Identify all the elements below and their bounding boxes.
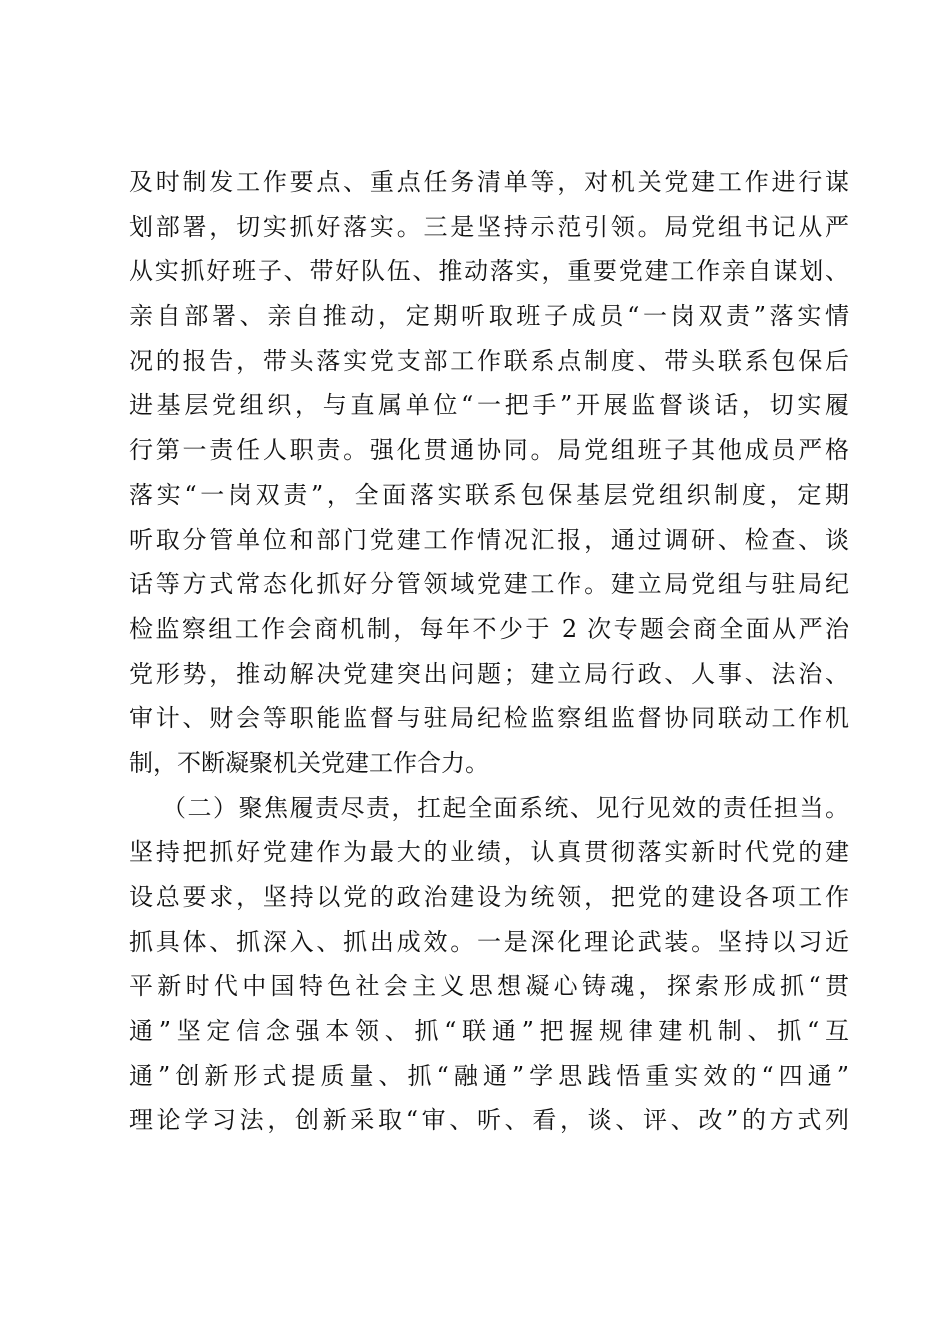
section-heading: （二）聚焦履责尽责，扛起全面系统、见行见效的责任担当。 <box>162 793 849 822</box>
text-line: 通”创新形式提质量、抓“融通”学思践悟重实效的“四通” <box>129 1061 849 1090</box>
body-text <box>129 160 849 1143</box>
text-line: 检监察组工作会商机制，每年不少于 2 次专题会商全面从严治 <box>129 614 849 643</box>
text-line: 进基层党组织，与直属单位“一把手”开展监督谈话，切实履 <box>129 391 849 420</box>
text-line: 亲自部署、亲自推动，定期听取班子成员“一岗双责”落实情 <box>129 302 849 331</box>
text-line: 坚持把抓好党建作为最大的业绩，认真贯彻落实新时代党的建 <box>129 838 849 867</box>
text-line: 况的报告，带头落实党支部工作联系点制度、带头联系包保后 <box>129 346 849 375</box>
text-line: 听取分管单位和部门党建工作情况汇报，通过调研、检查、谈 <box>129 525 849 554</box>
text-line: 从实抓好班子、带好队伍、推动落实，重要党建工作亲自谋划、 <box>129 257 849 286</box>
text-line: 设总要求，坚持以党的政治建设为统领，把党的建设各项工作 <box>129 883 849 911</box>
text-line: 落实“一岗双责”，全面落实联系包保基层党组织制度，定期 <box>129 480 849 509</box>
text-line: 审计、财会等职能监督与驻局纪检监察组监督协同联动工作机 <box>129 704 849 733</box>
text-line: 行第一责任人职责。强化贯通协同。局党组班子其他成员严格 <box>129 436 849 465</box>
text-line: 理论学习法，创新采取“审、听、看，谈、评、改”的方式列 <box>129 1106 849 1135</box>
text-line: 划部署，切实抓好落实。三是坚持示范引领。局党组书记从严 <box>129 212 849 241</box>
text-line: 平新时代中国特色社会主义思想凝心铸魂，探索形成抓“贯 <box>129 972 849 1001</box>
text-line: 党形势，推动解决党建突出问题；建立局行政、人事、法治、 <box>129 659 849 688</box>
text-line: 及时制发工作要点、重点任务清单等，对机关党建工作进行谋 <box>129 168 849 196</box>
text-line: 制，不断凝聚机关党建工作合力。 <box>129 748 489 777</box>
text-line: 抓具体、抓深入、抓出成效。一是深化理论武装。坚持以习近 <box>129 927 849 956</box>
text-line: 通”坚定信念强本领、抓“联通”把握规律建机制、抓“互 <box>129 1017 849 1046</box>
text-line: 话等方式常态化抓好分管领域党建工作。建立局党组与驻局纪 <box>129 570 849 599</box>
